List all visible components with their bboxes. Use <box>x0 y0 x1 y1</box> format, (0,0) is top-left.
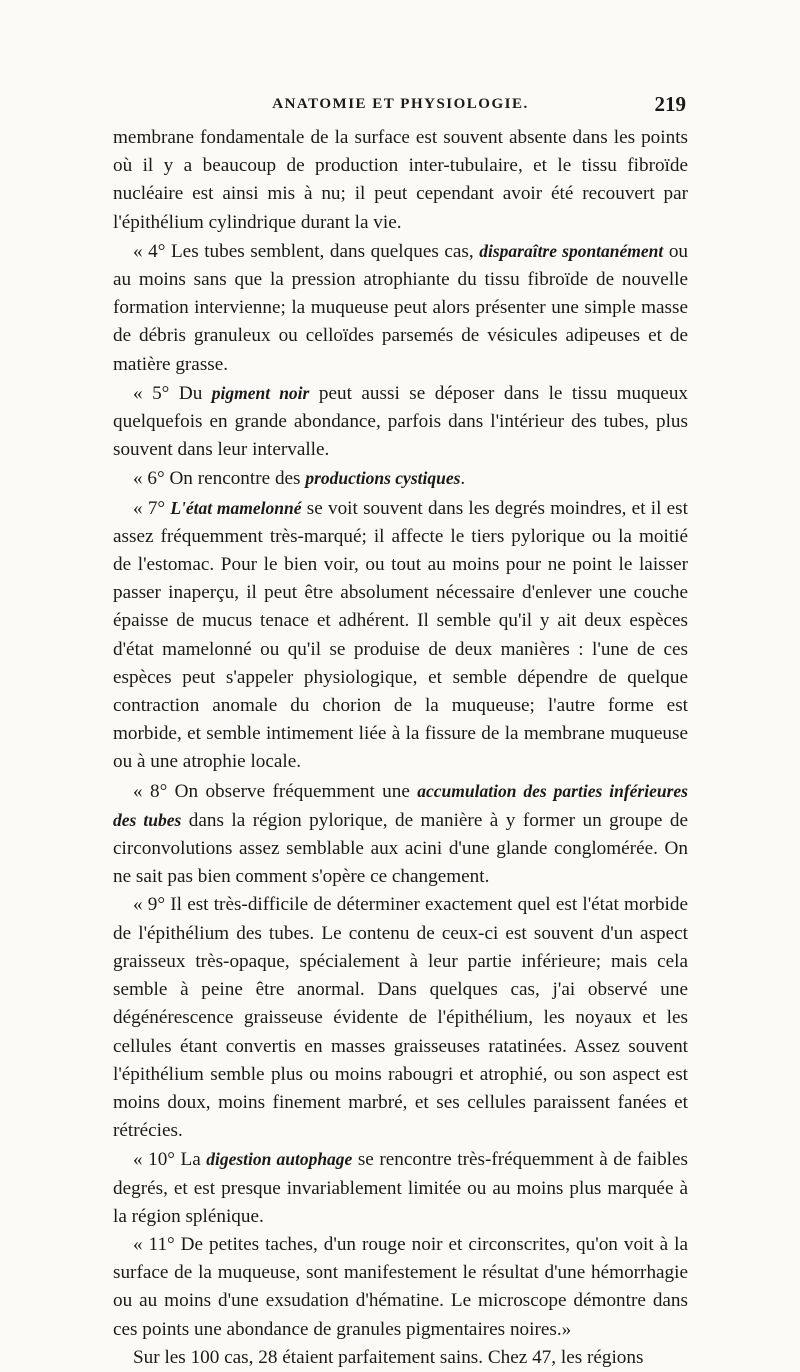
paragraph <box>113 379 688 465</box>
text-run: « 8° On observe fréquemment une <box>133 780 418 802</box>
running-head <box>113 92 688 122</box>
paragraph <box>113 1231 688 1344</box>
italic-term: L'état mamelonné <box>170 497 302 518</box>
text-run: « 11° De petites taches, d'un rouge noir et circonscrites, qu'on voit à la surface de la muqueuse, sont manifestement le résultat d'une hémorrhagie ou au moins d'une exsudation d'hématine. Le microscope démontre dans ces points une abondance de granules pigmentaires noires.» <box>113 1233 688 1340</box>
page-number: 219 <box>654 92 686 116</box>
text-run: « 9° Il est très-difficile de déterminer exactement quel est l'état morbide de l'épithélium des tubes. Le contenu de ceux-ci est souvent d'un aspect graisseux très-opaque, spécialement à leur partie inférieure; mais cela semble à peine être anormal. Dans quelques cas, j'ai observé une dégénérescence graisseuse évidente de l'épithélium, les noyaux et les cellules étant convertis en masses graisseuses ratatinées. Assez souvent l'épithélium semble plus ou moins rabougri et atrophié, ou son aspect est moins doux, moins finement marbré, et ses cellules paraissent fanées et rétrécies. <box>113 894 688 1142</box>
running-title: ANATOMIE ET PHYSIOLOGIE. <box>272 96 529 112</box>
text-run: « 5° Du <box>133 382 212 404</box>
text-run: « 4° Les tubes semblent, dans quelques cas, <box>133 240 480 262</box>
body-text <box>113 124 688 1372</box>
paragraph <box>113 124 688 237</box>
italic-term: productions cystiques <box>305 468 461 489</box>
paragraph <box>113 1145 688 1231</box>
text-run: membrane fondamentale de la surface est souvent absente dans les points où il y a beaucoup de production inter-tubulaire, et le tissu fibroïde nucléaire est ainsi mis à nu; il peut cependant avoir été recouvert par l'épithélium cylindrique durant la vie. <box>113 127 688 233</box>
text-run: dans la région pylorique, de manière à y former un groupe de circonvolutions assez semblable aux acini d'une glande conglomérée. On ne sait pas bien comment s'opère ce changement. <box>113 809 688 888</box>
paragraph <box>113 891 688 1145</box>
paragraph <box>113 464 688 493</box>
paragraph <box>113 777 688 892</box>
paragraph <box>113 237 688 379</box>
text-run: « 10° La <box>133 1149 207 1171</box>
text-run: ou au moins sans que la pression atrophiante du tissu fibroïde de nouvelle formation intervienne; la muqueuse peut alors présenter une simple masse de débris granuleux ou celloïdes parsemés de vésicules adipeuses et de matière grasse. <box>113 240 689 375</box>
text-run: se voit souvent dans les degrés moindres, et il est assez fréquemment très-marqué; il affecte le tiers pylorique ou la moitié de l'estomac. Pour le bien voir, ou tout au moins pour ne point le laisser passer inaperçu, il peut être absolument nécessaire d'enlever une couche épaisse de mucus tenace et adhérent. Il semble qu'il y ait deux espèces d'état mamelonné ou qu'il se produise de deux manières : l'une de ces espèces peut s'appeler physiologique, et semble dépendre de quelque contraction anomale du chorion de la muqueuse; l'autre forme est morbide, et semble intimement liée à la fissure de la membrane muqueuse ou à une atrophie locale. <box>113 497 688 773</box>
text-run: Sur les 100 cas, 28 étaient parfaitement sains. Chez 47, les régions <box>133 1346 644 1368</box>
paragraph <box>113 494 688 777</box>
text-run: . <box>460 468 466 490</box>
italic-term: disparaître spontanément <box>479 240 664 261</box>
text-run: peut aussi se déposer dans le tissu muqueux quelquefois en grande abondance, parfois dans l'intérieur des tubes, plus souvent dans leur intervalle. <box>113 382 689 461</box>
italic-term: digestion autophage <box>206 1149 353 1170</box>
text-run: « 6° On rencontre des <box>133 468 306 490</box>
paragraph <box>113 1344 688 1372</box>
italic-term: accumulation des parties inférieures des tubes <box>113 780 688 830</box>
text-run: se rencontre très-fréquemment à de faibles degrés, et est presque invariablement limitée ou au moins plus marquée à la région splénique. <box>113 1149 688 1227</box>
italic-term: pigment noir <box>211 382 310 403</box>
text-run: « 7° <box>133 497 171 519</box>
